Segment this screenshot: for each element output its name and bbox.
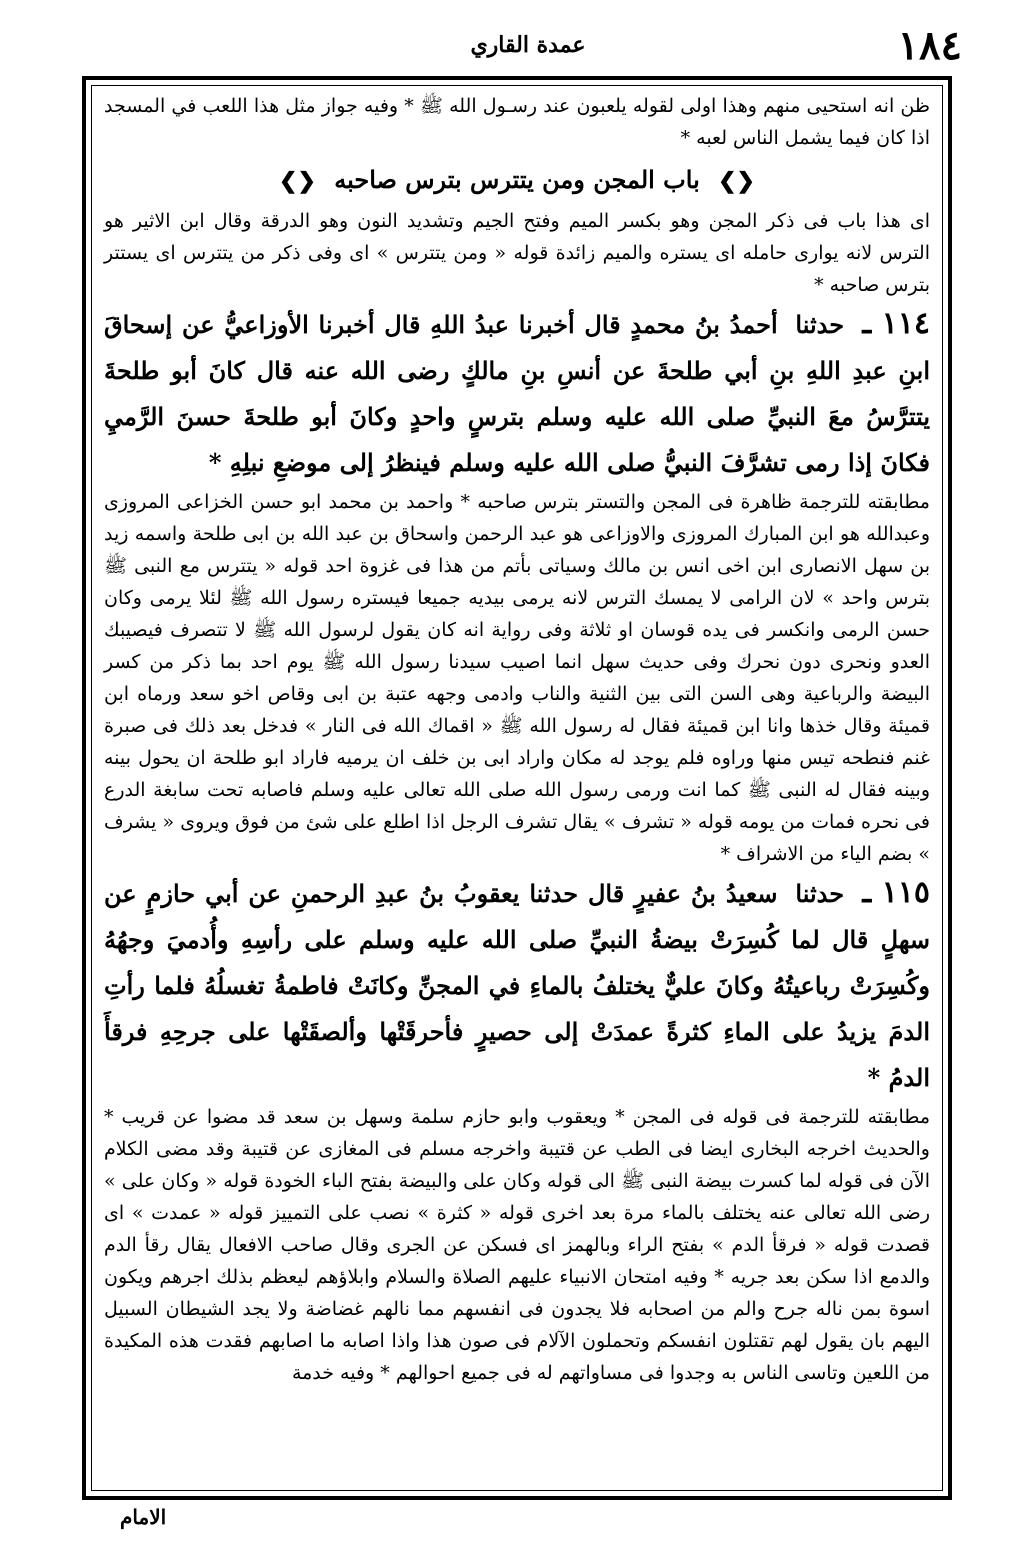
ornament-right-icon: ❮❯ xyxy=(718,168,755,194)
text-body xyxy=(104,90,930,1494)
commentary-115: مطابقته للترجمة فى قوله فى المجن * ويعقوب وابو حازم سلمة وسهل بن سعد قد مضوا عن قريب * والحديث اخرجه البخارى ايضا فى الطب عن قتيبة واخرجه مسلم فى المغازى عن قتيبة وقد مضى الكلام الآن فى قوله لما كسرت بيضة النبى ﷺ الى قوله وكان على والبيضة بفتح الباء الخودة قوله « وكان على » رضى الله تعالى عنه يختلف بالماء مرة بعد اخرى قوله « كثرة » نصب على التمييز قوله « عمدت » اى قصدت قوله « فرقأ الدم » بفتح الراء وبالهمز اى فسكن عن الجرى وقال صاحب الافعال يقال رقأ الدم والدمع اذا سكن بعد جريه * وفيه امتحان الانبياء عليهم الصلاة والسلام وابلاؤهم ليعظم بذلك اجرهم ويكون اسوة بمن ناله جرح والم من اصحابه فلا يجدون فى انفسهم مما نالهم غضاضة ولا يجد الشيطان السبيل اليهم بان يقول لهم تقتلون انفسكم وتحملون الآلام فى صون هذا واذا اصابه ما اصابهم فقدت هذه المكيدة من اللعين وتاسى الناس به وجدوا فى مساواتهم له فى جميع احوالهم * وفيه خدمة xyxy=(104,1106,930,1384)
commentary-114: مطابقته للترجمة ظاهرة فى المجن والتستر بترس صاحبه * واحمد بن محمد ابو حسن الخزاعى المروزى وعبدالله هو ابن المبارك المروزى والاوزاعى هو عبد الرحمن واسحاق بن عبد الله بن ابى طلحة واسمه زيد بن سهل الانصارى ابن اخى انس بن مالك وسياتى بأتم من هذا فى غزوة احد قوله « يتترس مع النبى ﷺ بترس واحد » لان الرامى لا يمسك الترس لانه يرمى بيديه جميعا فيستره رسول الله ﷺ لئلا يرمى وكان حسن الرمى وانكسر فى يده قوسان او ثلاثة وفى رواية انه كان يقول لرسول الله ﷺ لا تتصرف فيصيبك العدو ونحرى دون نحرك وفى حديث سهل انما اصيب سيدنا رسول الله ﷺ يوم احد بما ذكر من كسر البيضة والرباعية وهى السن التى بين الثنية والناب وادمى وجهه عتبة بن ابى وقاص اخو سعد ورماه ابن قميئة وقال خذها وانا ابن قميئة فقال له رسول الله ﷺ « اقماك الله فى النار » فدخل بعد ذلك فى صبرة غنم فنطحه تيس منها وراوه فلم يوجد له مكان واراد ابى بن خلف ان يرميه فاراد ابو طلحة ان يحول بينه وبينه فقال له النبى ﷺ كما انت ورمى رسول الله صلى الله تعالى عليه وسلم فاصابه تحت سابغة الدرع فى نحره فمات من يومه قوله « تشرف » يقال تشرف الرجل اذا اطلع على شئ من فوق ويروى « يشرف » بضم الياء من الاشراف * xyxy=(104,491,930,865)
page-number: ١٨٤ xyxy=(897,22,962,69)
chapter-title: باب المجن ومن يتترس بترس صاحبه xyxy=(334,165,700,194)
hadith-114-head xyxy=(787,301,930,348)
hadith-115-number: ١١٥ ـ xyxy=(862,875,930,910)
hadith-114-haddathana: حدثنا xyxy=(795,310,845,339)
hadith-115 xyxy=(104,870,930,1101)
intro-paragraph: ظن انه استحيى منهم وهذا اولى لقوله يلعبون عند رسـول الله ﷺ * وفيه جواز مثل هذا اللعب في المسجد اذا كان فيما يشمل الناس لعبه * xyxy=(104,95,930,149)
hadith-115-head xyxy=(787,870,930,917)
catchword: الامام xyxy=(120,1505,167,1529)
hadith-114 xyxy=(104,301,930,486)
hadith-114-text: أحمدُ بنُ محمدٍ قال أخبرنا عبدُ اللهِ قال أخبرنا الأوزاعيُّ عن إسحاقَ ابنِ عبدِ اللهِ بنِ أبي طلحةَ عن أنسِ بنِ مالكٍ رضى الله عنه قال كانَ أبو طلحةَ يتترَّسُ معَ النبيِّ صلى الله عليه وسلم بترسٍ واحدٍ وكانَ أبو طلحةَ حسنَ الرَّميِ فكانَ إذا رمى تشرَّفَ النبيُّ صلى الله عليه وسلم فينظرُ إلى موضعِ نبلِهِ * xyxy=(104,310,930,477)
hadith-115-text: سعيدُ بنُ عفيرٍ قال حدثنا يعقوبُ بنُ عبدِ الرحمنِ عن أبي حازمٍ عن سهلٍ قال لما كُسِرَتْ بيضةُ النبيِّ صلى الله عليه وسلم على رأسِهِ وأُدميَ وجهُهُ وكُسِرَتْ رباعيتُهُ وكانَ عليٌّ يختلفُ بالماءِ في المجنِّ وكانَتْ فاطمةُ تغسلُهُ فلما رأتِ الدمَ يزيدُ على الماءِ كثرةً عمدَتْ إلى حصيرٍ فأحرقَتْها وألصقَتْها على جرحِهِ فرقأَ الدمُ * xyxy=(104,879,930,1092)
hadith-115-haddathana: حدثنا xyxy=(795,879,845,908)
running-title: عمدة القاري xyxy=(470,32,586,58)
ornament-left-icon: ❮❯ xyxy=(279,168,316,194)
hadith-114-number: ١١٤ ـ xyxy=(862,306,930,341)
chapter-commentary: اى هذا باب فى ذكر المجن وهو بكسر الميم وفتح الجيم وتشديد النون وهو الدرقة وقال ابن الاثير هو الترس لانه يوارى حامله اى يستره والميم زائدة قوله « ومن يتترس » اى وفى ذكر من يتترس اى يستتر بترس صاحبه * xyxy=(104,210,930,296)
page-header xyxy=(88,22,968,74)
chapter-heading xyxy=(104,160,930,201)
